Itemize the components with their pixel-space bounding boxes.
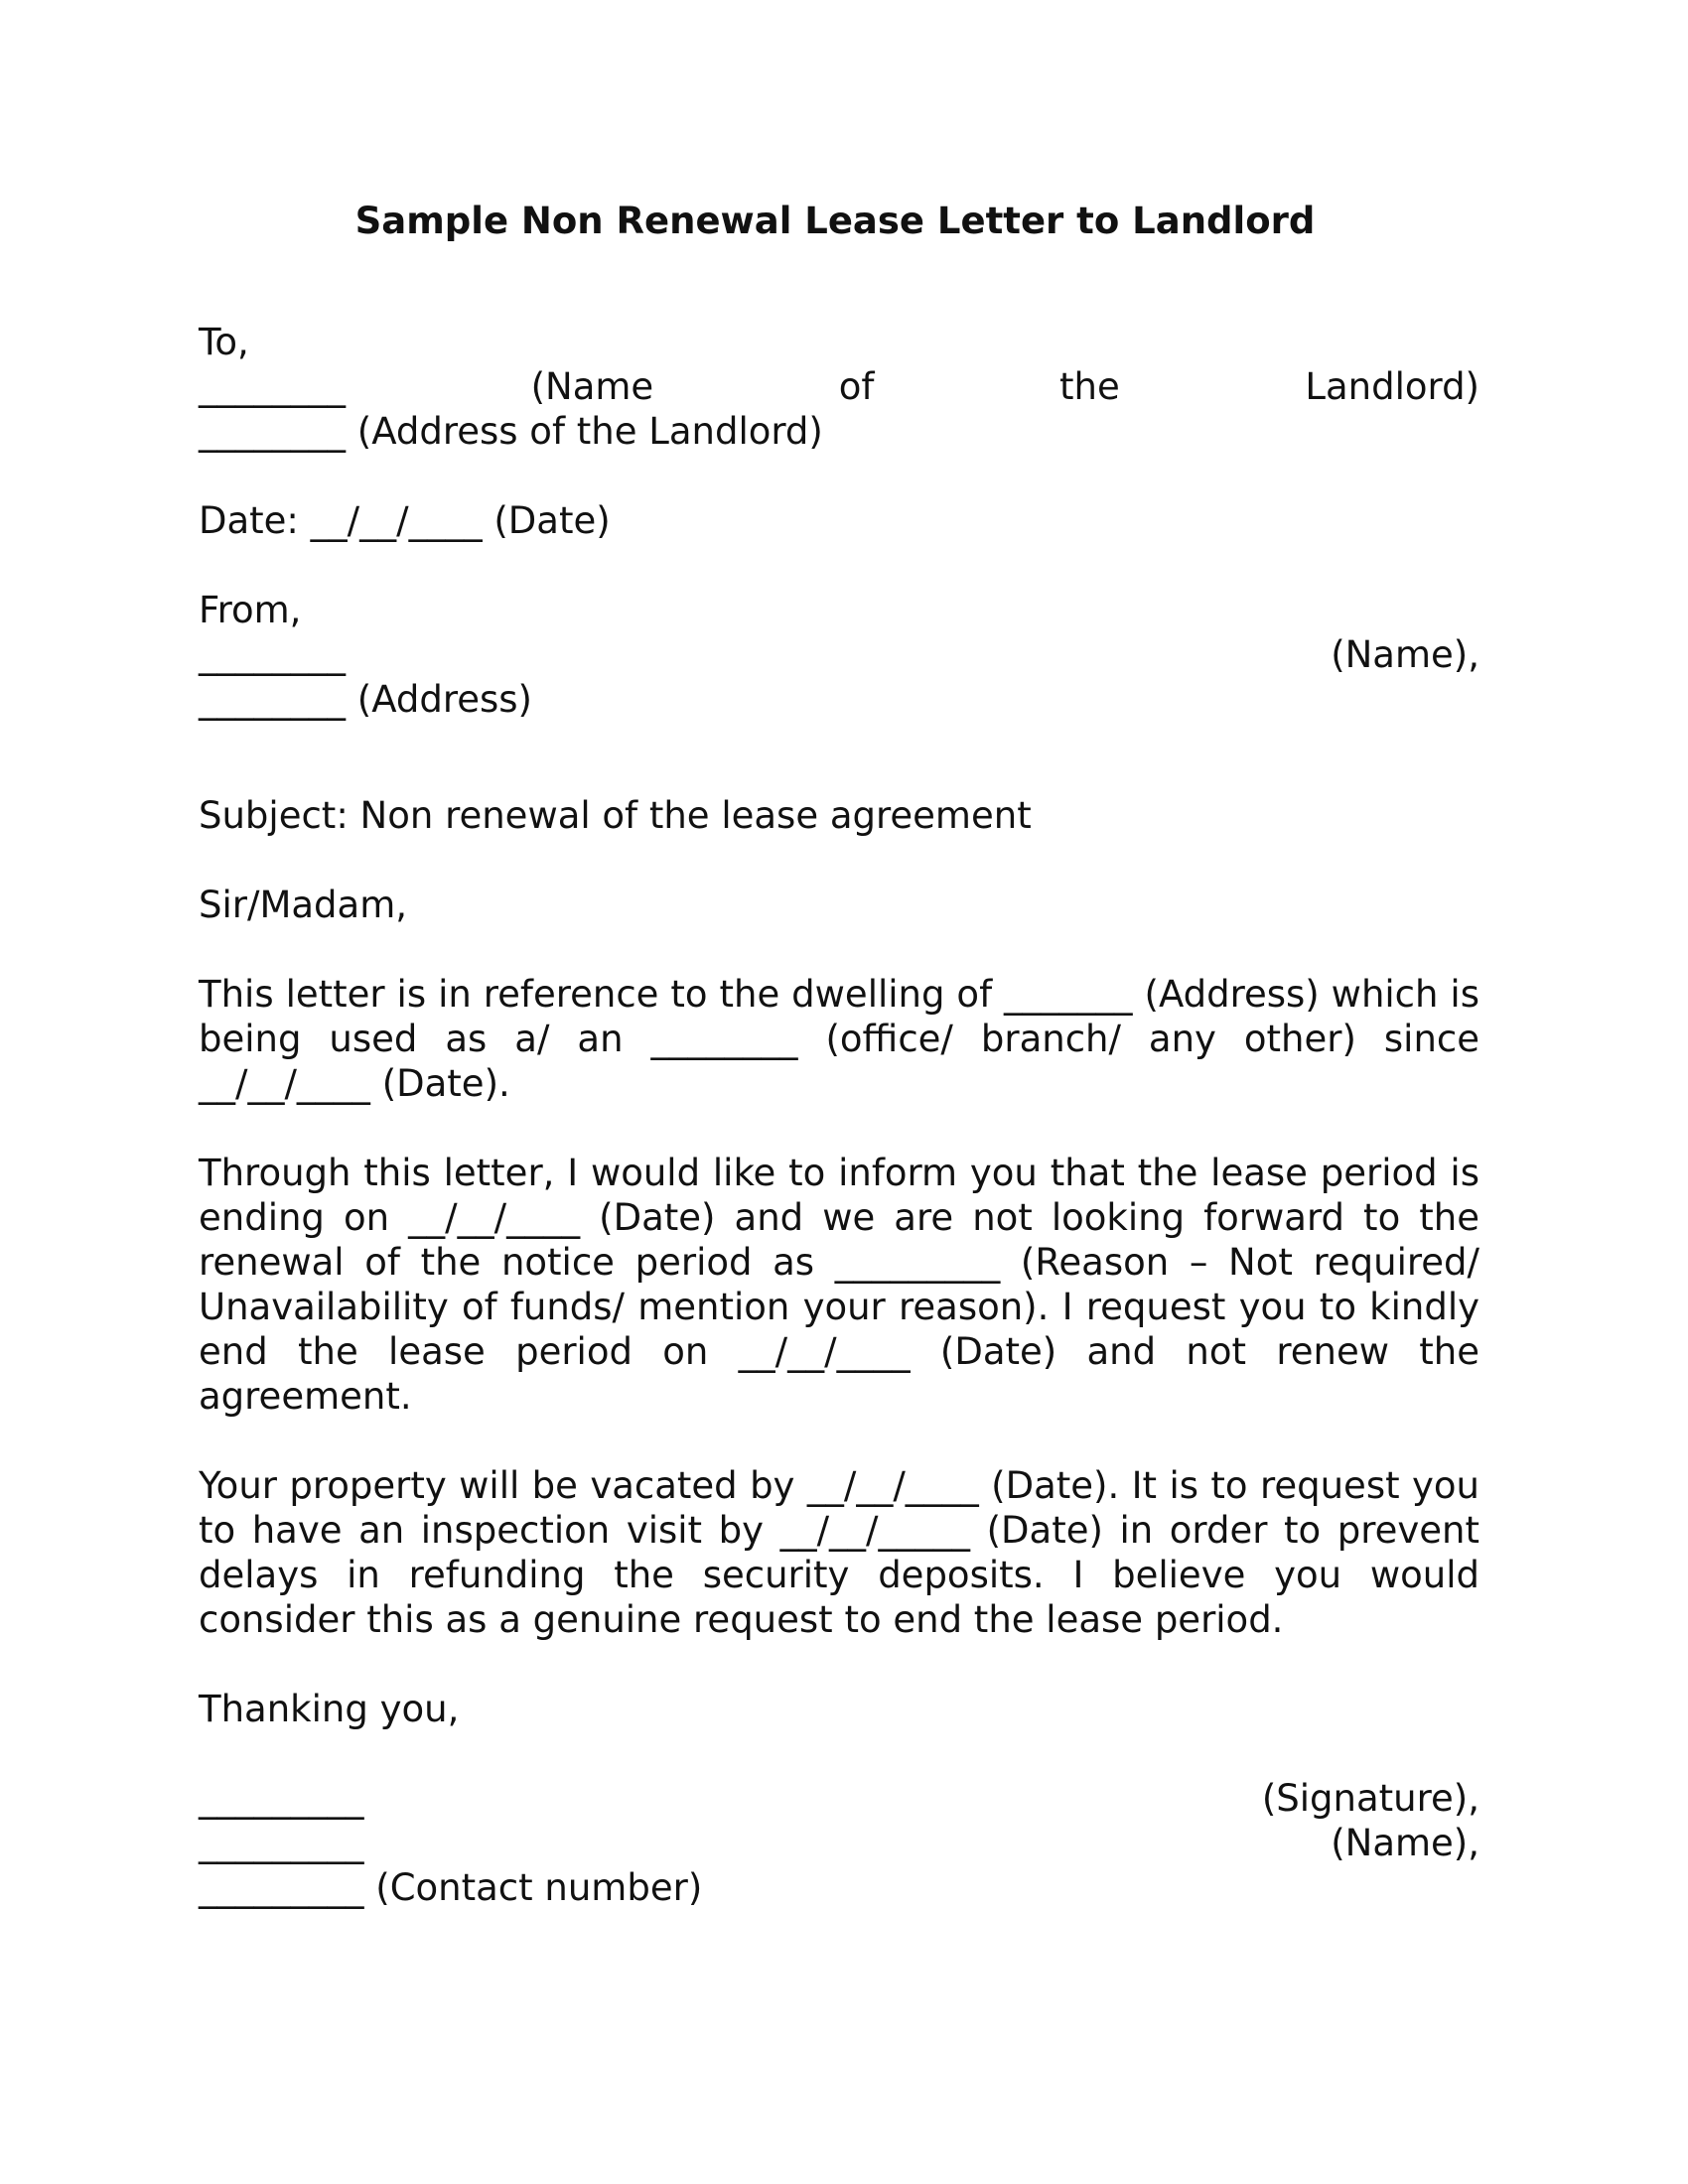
landlord-name-line: ________ (Name of the Landlord) — [199, 365, 1479, 408]
landlord-address-line: ________ (Address of the Landlord) — [199, 410, 823, 453]
signature-block — [199, 1776, 1479, 1910]
closing-block — [199, 1687, 1479, 1731]
body-paragraph-3: Your property will be vacated by __/__/____ (Date). It is to request you to have an inspection visit by __/__/_____ (Date) in order to prevent delays in refunding the security deposits. I believe you would consider this as a genuine request to end the lease period. — [199, 1464, 1479, 1641]
sender-block — [199, 588, 1479, 722]
subject-block — [199, 793, 1479, 838]
sender-name-line: ________ (Name), — [199, 633, 1479, 676]
date-block — [199, 498, 1479, 543]
salutation-block — [199, 883, 1479, 927]
signature-right-column — [1262, 1776, 1479, 1865]
letter-page — [199, 199, 1479, 1910]
recipient-block — [199, 320, 1479, 454]
to-label: To, — [199, 321, 249, 363]
letter-title: Sample Non Renewal Lease Letter to Landlord — [354, 200, 1316, 242]
from-label: From, — [199, 589, 302, 631]
subject-line: Subject: Non renewal of the lease agreement — [199, 794, 1032, 837]
signature-label: (Signature), — [1261, 1777, 1479, 1820]
name-label: (Name), — [1331, 1822, 1479, 1864]
signature-blank-2: _________ — [199, 1822, 364, 1864]
date-line: Date: __/__/____ (Date) — [199, 499, 611, 542]
contact-number-line: _________ (Contact number) — [199, 1866, 703, 1909]
body-paragraph-1: This letter is in reference to the dwelling of _______ (Address) which is being used as a/ an ________ (office/ branch/ any other) since __/__/____ (Date). — [199, 973, 1479, 1105]
signature-left-column — [199, 1776, 702, 1910]
salutation: Sir/Madam, — [199, 884, 408, 926]
sender-address-line: ________ (Address) — [199, 678, 532, 721]
closing-line: Thanking you, — [199, 1688, 460, 1730]
signature-blank-1: _________ — [199, 1777, 364, 1820]
body-paragraph-2: Through this letter, I would like to inform you that the lease period is ending on __/__/____ (Date) and we are not looking forward to the renewal of the notice period as _________ (Reason – Not required/ Unavailability of funds/ mention your reason). I request you to kindly end the lease period on __/__/____ (Date) and not renew the agreement. — [199, 1152, 1479, 1418]
